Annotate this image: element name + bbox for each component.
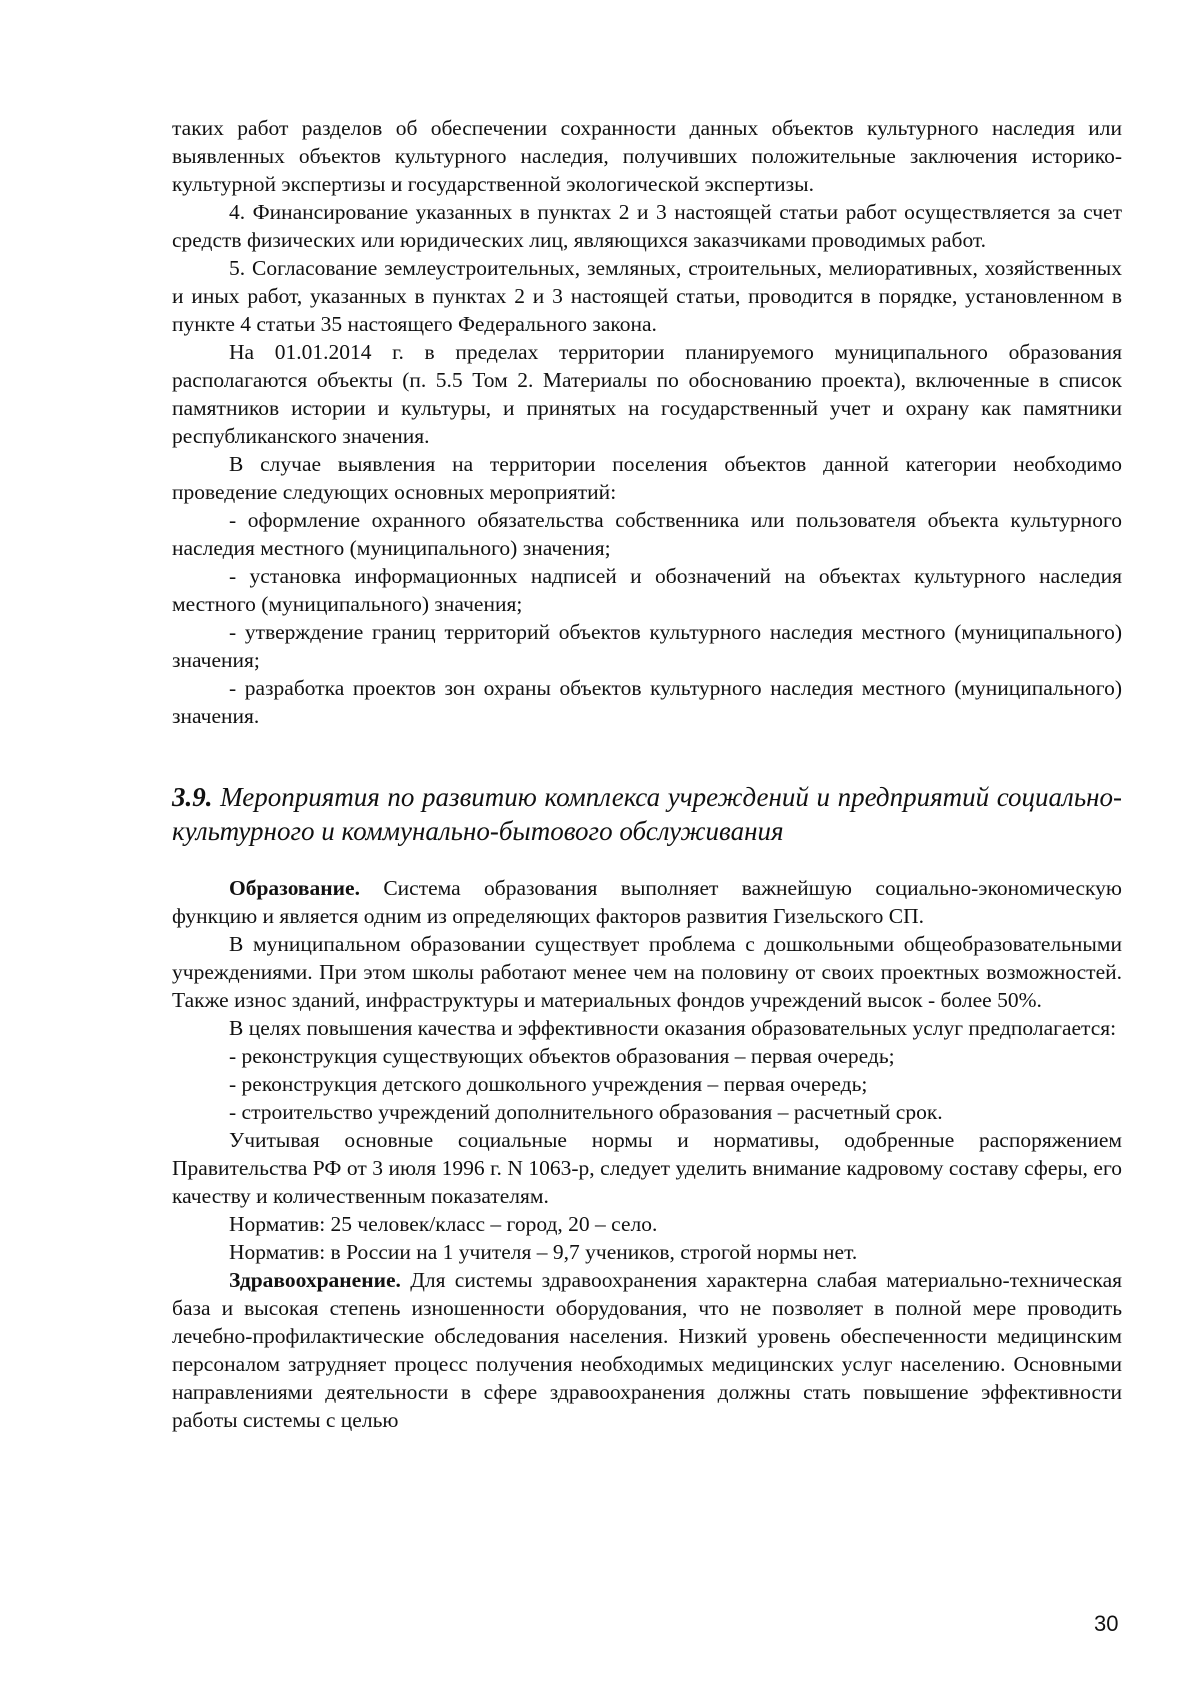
- section-heading: [172, 780, 1122, 848]
- education-intro-text: Система образования выполняет важнейшую социально-экономическую функцию и является одним из определяющих факторов развития Гизельского СП.: [172, 876, 1122, 928]
- paragraph-education-intro: [172, 874, 1122, 930]
- list-item: - утверждение границ территорий объектов культурного наследия местного (муниципального) значения;: [172, 620, 1122, 672]
- page-number: 30: [1094, 1611, 1119, 1636]
- paragraph-healthcare: [172, 1266, 1122, 1434]
- healthcare-text: Для системы здравоохранения характерна слабая материально-техническая база и высокая степень изношенности оборудования, что не позволяет в полной мере проводить лечебно-профилактические обследования населения. Низкий уровень обеспеченности медицинским персоналом затрудняет процесс получения необходимых медицинских услуг населению. Основными направлениями деятельности в сфере здравоохранения должны стать повышение эффективности работы системы с целью: [172, 1268, 1123, 1432]
- section-number: 3.9.: [172, 782, 213, 812]
- list-item: - строительство учреждений дополнительного образования – расчетный срок.: [229, 1100, 943, 1124]
- education-label: Образование.: [229, 876, 360, 900]
- list-item: - оформление охранного обязательства собственника или пользователя объекта культурного наследия местного (муниципального) значения;: [172, 508, 1122, 560]
- paragraph-objects-list: На 01.01.2014 г. в пределах территории планируемого муниципального образования располагаются объекты (п. 5.5 Том 2. Материалы по обоснованию проекта), включенные в список памятников истории и культуры, и принятых на государственный учет и охрану как памятники республиканского значения.: [172, 340, 1122, 448]
- paragraph-education-norms: Учитывая основные социальные нормы и нормативы, одобренные распоряжением Правительства РФ от 3 июля 1996 г. N 1063-р, следует уделить внимание кадровому составу сферы, его качеству и количественным показателям.: [172, 1128, 1122, 1208]
- list-item: - разработка проектов зон охраны объектов культурного наследия местного (муниципального) значения.: [172, 676, 1122, 728]
- paragraph-education-problem: В муниципальном образовании существует проблема с дошкольными общеобразовательными учреждениями. При этом школы работают менее чем на половину от своих проектных возможностей. Также износ зданий, инфраструктуры и материальных фондов учреждений высок - более 50%.: [172, 932, 1122, 1012]
- paragraph-norm-teacher: Норматив: в России на 1 учителя – 9,7 учеников, строгой нормы нет.: [229, 1240, 858, 1264]
- paragraph-education-goals: В целях повышения качества и эффективности оказания образовательных услуг предполагается:: [229, 1016, 1117, 1040]
- paragraph-approval: 5. Согласование землеустроительных, земляных, строительных, мелиоративных, хозяйственных и иных работ, указанных в пунктах 2 и 3 настоящей статьи, проводится в порядке, установленном в пункте 4 статьи 35 настоящего Федерального закона.: [172, 256, 1122, 336]
- paragraph-continuation: таких работ разделов об обеспечении сохранности данных объектов культурного наследия или выявленных объектов культурного наследия, получивших положительные заключения историко-культурной экспертизы и государственной экологической экспертизы.: [172, 116, 1122, 196]
- healthcare-label: Здравоохранение.: [229, 1268, 401, 1292]
- section-title: [172, 780, 1122, 848]
- document-page: [172, 114, 1122, 1434]
- section-title-text: Мероприятия по развитию комплекса учреждений и предприятий социально-культурного и коммунально-бытового обслуживания: [172, 782, 1122, 846]
- list-item: - реконструкция детского дошкольного учреждения – первая очередь;: [229, 1072, 868, 1096]
- list-item: - реконструкция существующих объектов образования – первая очередь;: [229, 1044, 895, 1068]
- list-item: - установка информационных надписей и обозначений на объектах культурного наследия местного (муниципального) значения;: [172, 564, 1122, 616]
- paragraph-norm-class: Норматив: 25 человек/класс – город, 20 – село.: [229, 1212, 658, 1236]
- paragraph-measures-intro: В случае выявления на территории поселения объектов данной категории необходимо проведение следующих основных мероприятий:: [172, 452, 1122, 504]
- paragraph-financing: 4. Финансирование указанных в пунктах 2 и 3 настоящей статьи работ осуществляется за счет средств физических или юридических лиц, являющихся заказчиками проводимых работ.: [172, 200, 1122, 252]
